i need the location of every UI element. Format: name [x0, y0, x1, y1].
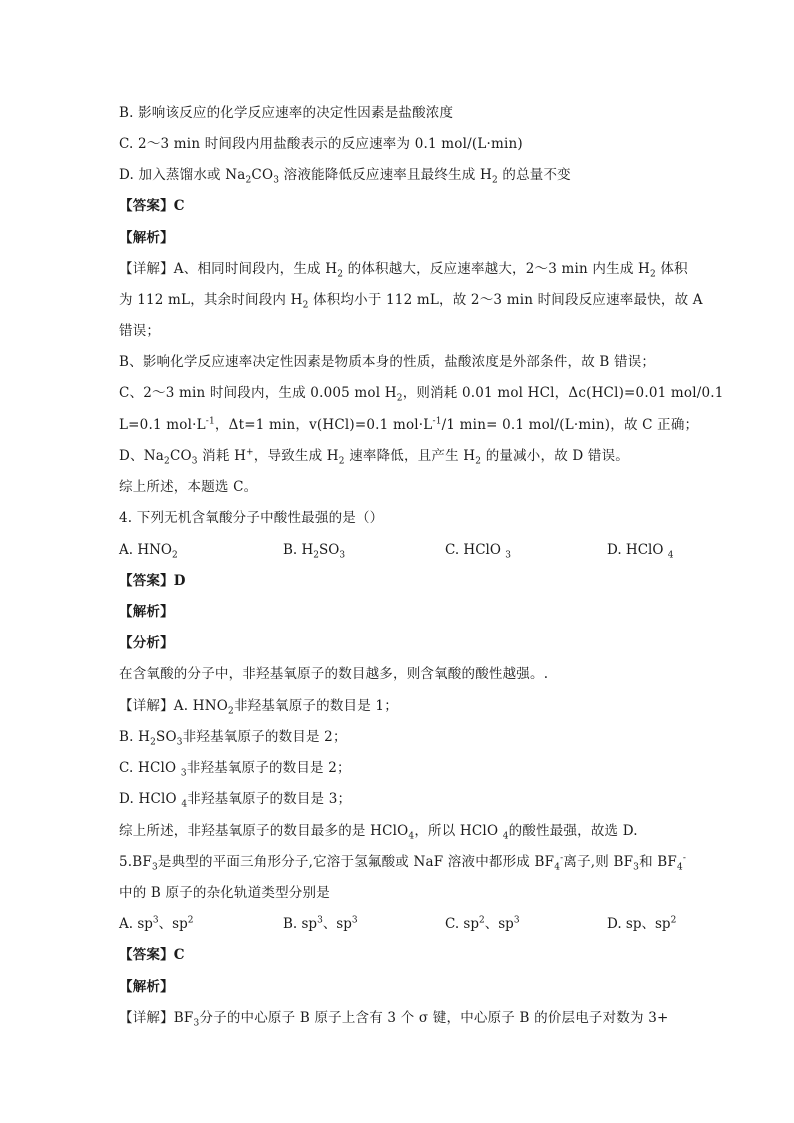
q5-option-a: A. $sp^3$、$sp^2$: [119, 915, 194, 932]
q5-option-c: C. $sp^2$、$sp^3$: [445, 915, 520, 932]
q4-answer: 【答案】D: [119, 573, 186, 589]
q4-option-a: A. $HNO_2$: [119, 542, 178, 561]
q4-option-c: C. HClO $_3$: [445, 542, 511, 561]
q5-answer: 【答案】C: [119, 947, 185, 963]
q4-principle: 在含氧酸的分子中，非羟基氧原子的数目越多，则含氧酸的酸性越强。.: [119, 666, 549, 682]
q5-detail: 【详解】$BF_3$分子的中心原子 B 原子上含有 3 个 σ 键，中心原子 B 的价层电子对数为 3+: [119, 1010, 669, 1029]
q4-option-b: B. $H_2SO_3$: [283, 542, 346, 561]
q5-stem-line1: $5.BF_3$是典型的平面三角形分子,它溶于氢氟酸或 NaF 溶液中都形成 $BF_4^-$离子,则 $BF_3$和 $BF_4^-$: [119, 853, 687, 873]
q3-detail-a-line1: 【详解】A、相同时间段内，生成 $H_2$ 的体积越大，反应速率越大，2～3 min 内生成 $H_2$ 体积: [119, 261, 688, 280]
q3-detail-d: D、$Na_2CO_3$ 消耗 H+，导致生成 $H_2$ 速率降低，且产生 $H_2$ 的量减小，故 D 错误。: [119, 447, 630, 467]
q4-analysis-heading: 【解析】: [119, 604, 174, 620]
q3-summary: 综上所述，本题选 C。: [119, 479, 258, 495]
q3-detail-c-line1: C、2～3 min 时间段内，生成 0.005 mol $H_2$，则消耗 0.01 mol HCl，Δc(HCl)=0.01 mol/0.1: [119, 385, 724, 404]
q4-option-d: D. HClO $_4$: [607, 542, 674, 561]
q5-option-d: D. sp、$sp^2$: [607, 915, 677, 932]
q3-analysis-heading: 【解析】: [119, 230, 174, 246]
q4-analyze-heading: 【分析】: [119, 635, 174, 651]
q3-detail-a-line2: 为 112 mL，其余时间段内 $H_2$ 体积均小于 112 mL，故 2～3 min 时间段反应速率最快，故 A: [119, 292, 703, 311]
q3-detail-a-line3: 错误；: [119, 323, 161, 339]
q3-option-c: C. 2～3 min 时间段内用盐酸表示的反应速率为 0.1 mol/(L·min): [119, 136, 523, 152]
q4-detail-b: B. $H_2SO_3$非羟基氧原子的数目是 2；: [119, 729, 347, 748]
q3-option-d: D. 加入蒸馏水或 $Na_2CO_3$ 溶液能降低反应速率且最终生成 $H_2$ 的总量不变: [119, 167, 571, 186]
q3-option-b: B. 影响该反应的化学反应速率的决定性因素是盐酸浓度: [119, 105, 454, 121]
q5-stem-line2: 中的 B 原子的杂化轨道类型分别是: [119, 885, 330, 901]
q4-detail-a: 【详解】A. $HNO_2$非羟基氧原子的数目是 1；: [119, 698, 398, 717]
q4-detail-d: D. HClO $_4$非羟基氧原子的数目是 3；: [119, 791, 352, 810]
q4-summary: 综上所述，非羟基氧原子的数目最多的是 HClO$_4$，所以 HClO $_4$的酸性最强，故选 D.: [119, 823, 638, 842]
q3-answer: 【答案】C: [119, 198, 185, 214]
q5-analysis-heading: 【解析】: [119, 979, 174, 995]
q5-option-b: B. $sp^3$、$sp^3$: [283, 915, 358, 932]
q4-stem: 4. 下列无机含氧酸分子中酸性最强的是（）: [119, 510, 384, 526]
q3-detail-c-line2: L=0.1 $mol\cdot L^{-1}$，Δt=1 min，v(HCl)=0.1 $mol\cdot L^{-1}/1$ min= 0.1 mol/(L·min)，故 C 正确；: [119, 416, 699, 433]
q3-detail-b: B、影响化学反应速率决定性因素是物质本身的性质，盐酸浓度是外部条件，故 B 错误；: [119, 354, 656, 370]
q4-detail-c: C. HClO $_3$非羟基氧原子的数目是 2；: [119, 760, 351, 779]
